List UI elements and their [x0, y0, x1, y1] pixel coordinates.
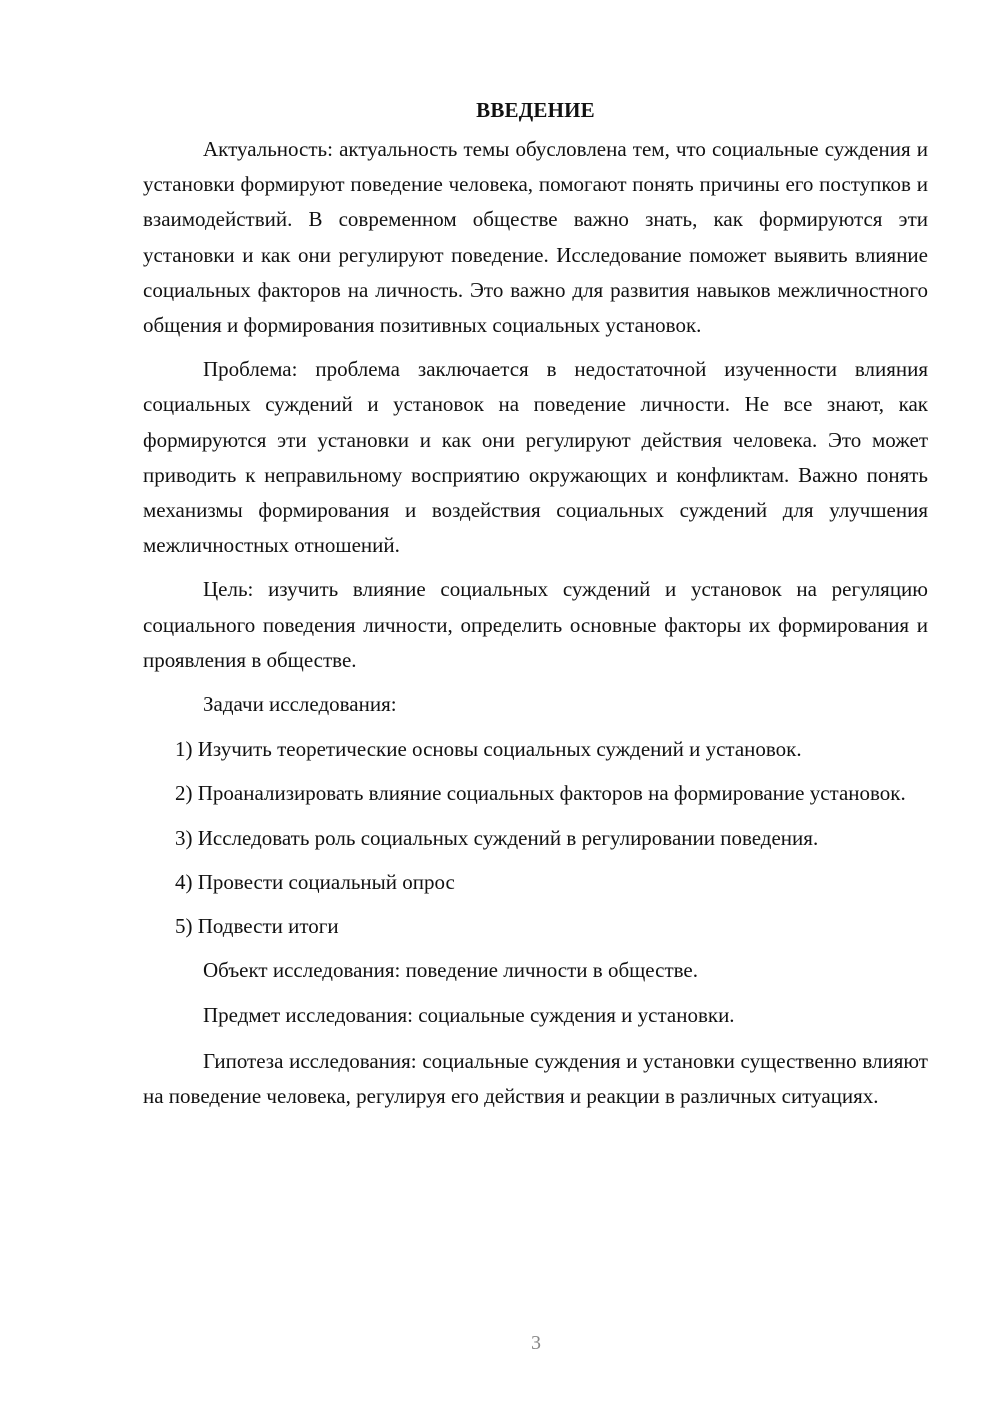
task-item-3: 3) Исследовать роль социальных суждений в регулировании поведения. [175, 825, 819, 850]
task-item-2: 2) Проанализировать влияние социальных факторов на формирование установок. [175, 781, 906, 806]
task-item-4: 4) Провести социальный опрос [175, 869, 455, 894]
paragraph-subject: Предмет исследования: социальные суждения и установки. [203, 1003, 735, 1028]
task-item-5: 5) Подвести итоги [175, 914, 339, 939]
paragraph-relevance: Актуальность: актуальность темы обусловлена тем, что социальные суждения и установки формируют поведение человека, помогают понять причины его поступков и взаимодействий. В современном обществе важно знать, как формируются эти установки и как они регулируют поведение. Исследование поможет выявить влияние социальных факторов на личность. Это важно для развития навыков межличностного общения и формирования позитивных социальных установок. [143, 137, 928, 338]
task-item-1: 1) Изучить теоретические основы социальных суждений и установок. [175, 737, 802, 762]
tasks-heading: Задачи исследования: [203, 692, 397, 717]
document-page [143, 92, 928, 1123]
paragraph-object: Объект исследования: поведение личности в обществе. [203, 958, 699, 983]
page-number: 3 [531, 1332, 541, 1354]
paragraph-problem: Проблема: проблема заключается в недостаточной изученности влияния социальных суждений и установок на поведение личности. Не все знают, как формируются эти установки и как они регулируют действия человека. Это может приводить к неправильному восприятию окружающих и конфликтам. Важно понять механизмы формирования и воздействия социальных суждений для улучшения межличностных отношений. [143, 357, 928, 558]
paragraph-hypothesis: Гипотеза исследования: социальные суждения и установки существенно влияют на поведение человека, регулируя его действия и реакции в различных ситуациях. [143, 1048, 928, 1108]
paragraph-goal: Цель: изучить влияние социальных суждений и установок на регуляцию социального поведения личности, определить основные факторы их формирования и проявления в обществе. [143, 577, 928, 672]
section-title: ВВЕДЕНИЕ [476, 98, 595, 122]
